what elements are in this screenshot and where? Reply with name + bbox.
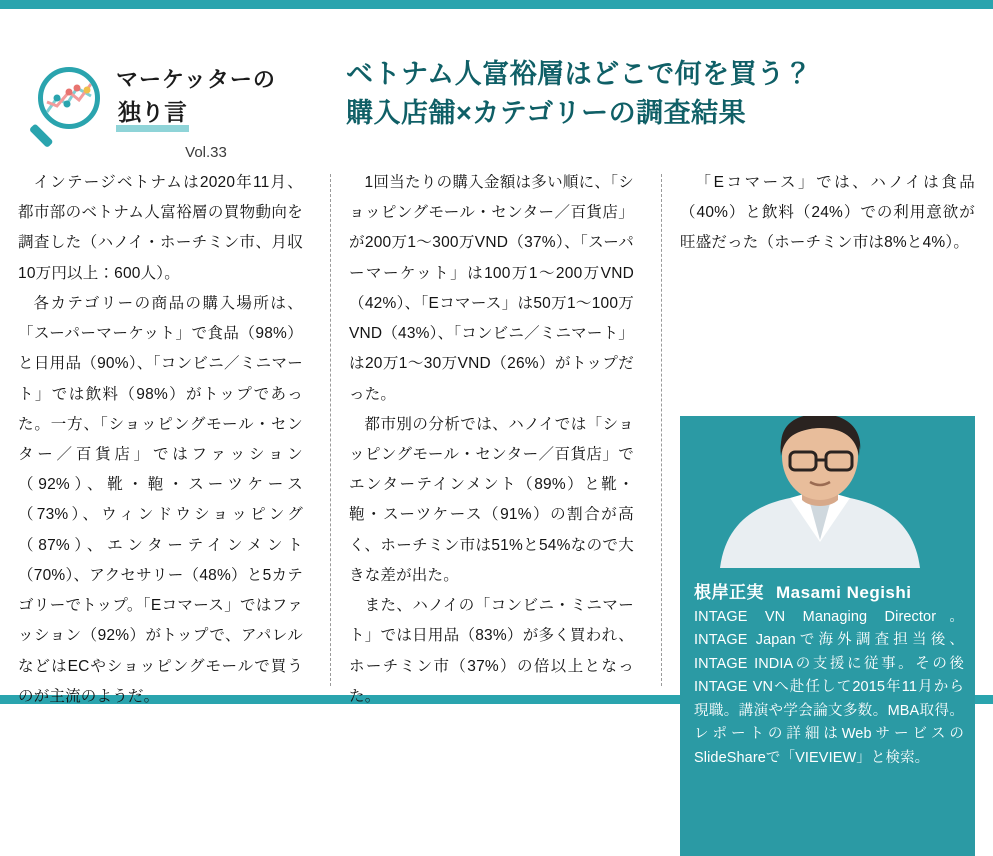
article-header xyxy=(0,9,993,162)
article-body xyxy=(0,168,993,766)
column-title-line1: マーケッターの xyxy=(116,67,276,92)
column-logo-text xyxy=(116,63,321,161)
paragraph: また、ハノイの「コンビニ・ミニマート」では日用品（83%）が多く買われ、ホーチミン市（37%）の倍以上となった。 xyxy=(349,597,634,705)
mini-chart-graphic xyxy=(43,72,95,124)
paragraph: インテージベトナムは2020年11月、都市部のベトナム人富裕層の買物動向を調査した（ハノイ・ホーチミン市、月収10万円以上：600人）。 xyxy=(18,174,303,282)
top-rule xyxy=(0,0,993,9)
author-name xyxy=(694,578,962,603)
column-title-line2: 独り言 xyxy=(116,100,189,132)
author-name-en: Masami Negishi xyxy=(776,583,912,602)
paragraph: 都市別の分析では、ハノイでは「ショッピングモール・センター／百貨店」でエンターテインメント（89%）と靴・鞄・スーツケース（91%）の割合が高く、ホーチミン市は51%と54%なので大きな差が出た。 xyxy=(349,415,634,584)
author-name-ja: 根岸正実 xyxy=(694,583,764,602)
column-logo xyxy=(20,39,320,162)
body-column-2 xyxy=(349,168,634,712)
headline-line-2: 購入店舗×カテゴリーの調査結果 xyxy=(346,98,747,129)
author-bio: INTAGE VN Managing Director。INTAGE Japanで海外調査担当後、INTAGE INDIAの支援に従事。その後INTAGE VNへ赴任して2015年11月から現職。講演や学会論文多数。MBA取得。レポートの詳細はWebサービスのSlideShareで「VIEVIEW」と検索。 xyxy=(694,609,964,766)
column-volume: Vol.33 xyxy=(185,144,227,162)
author-profile-card xyxy=(680,416,975,856)
body-column-1 xyxy=(18,168,303,712)
column-divider-2 xyxy=(661,174,662,686)
portrait-illustration xyxy=(680,416,975,568)
column-divider-1 xyxy=(330,174,331,686)
paragraph: 1回当たりの購入金額は多い順に、「ショッピングモール・センター／百貨店」が200万1〜300万VND（37%）、「スーパーマーケット」は100万1〜200万VND（42%）、「Eコマース」は50万1〜100万VND（43%）、「コンビニ／ミニマート」は20万1〜30万VND（26%）がトップだった。 xyxy=(349,174,634,403)
avatar xyxy=(680,416,975,568)
magnifier-chart-icon xyxy=(28,67,112,151)
paragraph: 「Eコマース」では、ハノイは食品（40%）と飲料（24%）での利用意欲が旺盛だった（ホーチミン市は8%と4%）。 xyxy=(680,174,975,252)
page-title xyxy=(346,55,976,133)
paragraph: 各カテゴリーの商品の購入場所は、「スーパーマーケット」で食品（98%）と日用品（90%）、「コンビニ／ミニマート」では飲料（98%）がトップであった。一方、「ショッピングモール・センター／百貨店」ではファッション（92%）、靴・鞄・スーツケース（73%）、ウィンドウショッピング（87%）、エンターテインメント（70%）、アクセサリー（48%）と5カテゴリーでトップ。「Eコマース」ではファッション（92%）がトップで、アパレルなどはECやショッピングモールで買うのが主流のようだ。 xyxy=(18,294,303,705)
headline-line-1: ベトナム人富裕層はどこで何を買う？ xyxy=(346,59,813,89)
body-column-3 xyxy=(680,168,975,259)
